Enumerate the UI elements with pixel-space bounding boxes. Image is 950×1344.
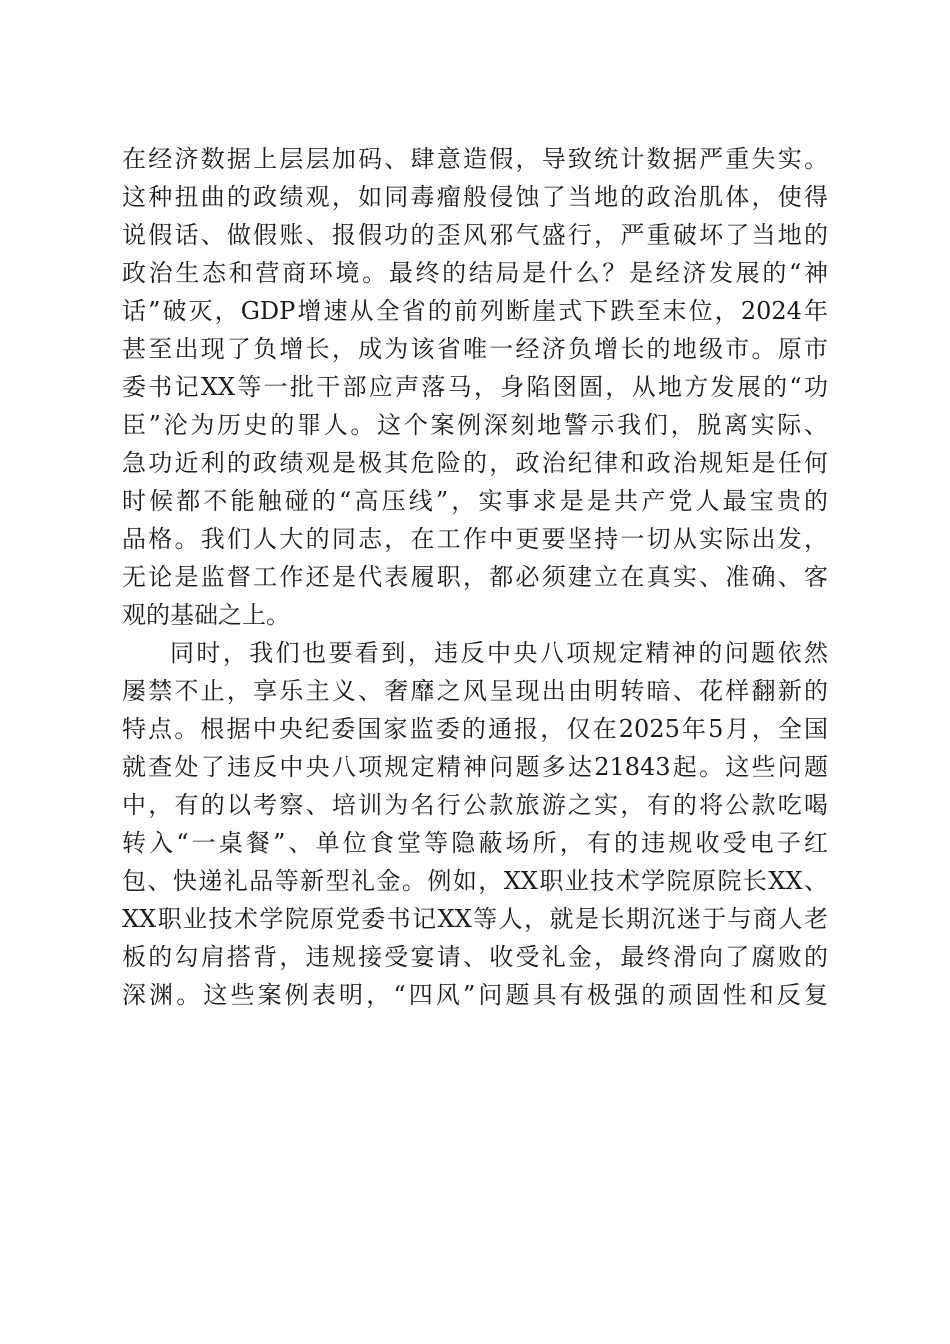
text-line: 说假话、做假账、报假功的歪风邪气盛行，严重破坏了当地的 xyxy=(122,221,828,249)
text-line: 中，有的以考察、培训为名行公款旅游之实，有的将公款吃喝 xyxy=(122,791,828,819)
paragraph-2 xyxy=(122,634,828,1014)
text-line: 品格。我们人大的同志，在工作中更要坚持一切从实际出发， xyxy=(122,525,828,553)
text-line: 时候都不能触碰的“高压线”，实事求是是共产党人最宝贵的 xyxy=(122,487,828,515)
text-line: XX职业技术学院原党委书记XX等人，就是长期沉迷于与商人老 xyxy=(122,905,828,933)
text-line: 屡禁不止，享乐主义、奢靡之风呈现出由明转暗、花样翻新的 xyxy=(122,677,828,705)
text-line: 委书记XX等一批干部应声落马，身陷囹圄，从地方发展的“功 xyxy=(122,373,828,401)
text-line: 臣”沦为历史的罪人。这个案例深刻地警示我们，脱离实际、 xyxy=(122,411,828,439)
text-line: 就查处了违反中央八项规定精神问题多达21843起。这些问题 xyxy=(122,753,828,781)
text-line: 话”破灭，GDP增速从全省的前列断崖式下跌至末位，2024年 xyxy=(122,297,828,325)
text-line: 急功近利的政绩观是极其危险的，政治纪律和政治规矩是任何 xyxy=(122,449,828,477)
text-line: 观的基础之上。 xyxy=(122,601,290,629)
text-line: 甚至出现了负增长，成为该省唯一经济负增长的地级市。原市 xyxy=(122,335,828,363)
text-line: 这种扭曲的政绩观，如同毒瘤般侵蚀了当地的政治肌体，使得 xyxy=(122,183,828,211)
text-line: 政治生态和营商环境。最终的结局是什么？是经济发展的“神 xyxy=(122,259,828,287)
text-line: 转入“一桌餐”、单位食堂等隐蔽场所，有的违规收受电子红 xyxy=(122,829,828,857)
text-line: 无论是监督工作还是代表履职，都必须建立在真实、准确、客 xyxy=(122,563,828,591)
text-line: 同时，我们也要看到，违反中央八项规定精神的问题依然 xyxy=(170,639,828,667)
text-line: 特点。根据中央纪委国家监委的通报，仅在2025年5月，全国 xyxy=(122,715,828,743)
text-line: 在经济数据上层层加码、肆意造假，导致统计数据严重失实。 xyxy=(122,145,828,173)
text-line: 深渊。这些案例表明，“四风”问题具有极强的顽固性和反复 xyxy=(122,981,828,1009)
text-line: 包、快递礼品等新型礼金。例如，XX职业技术学院原院长XX、 xyxy=(122,867,828,895)
text-line: 板的勾肩搭背，违规接受宴请、收受礼金，最终滑向了腐败的 xyxy=(122,943,828,971)
body-text xyxy=(122,140,828,1014)
paragraph-1 xyxy=(122,140,828,634)
